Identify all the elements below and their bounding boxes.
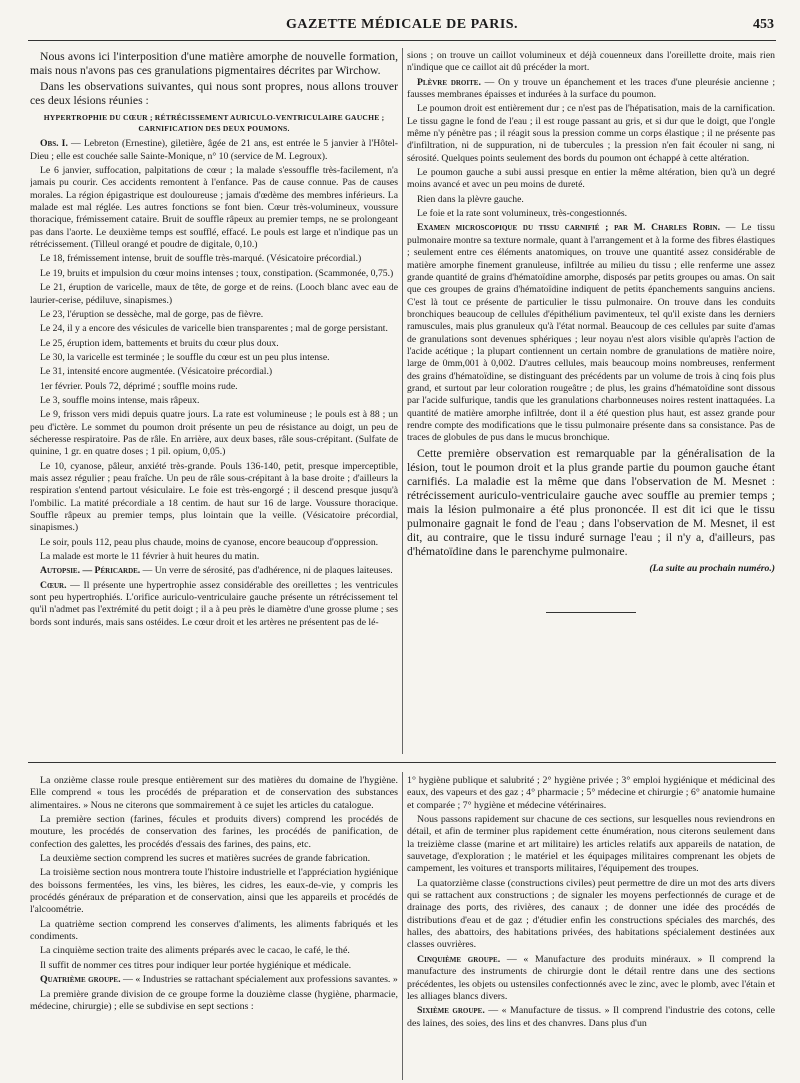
group-label: Sixième groupe. (417, 1005, 485, 1017)
commentary-paragraph: Cette première observation est remarquable par la généralisation de la lésion, tout le poumon droit et la plus grande partie du poumon gauche étant carnifiés. La maladie est la même que dans l'observation de M. Mesnet : rétrécissement auriculo-ventriculaire gauche avec souffle au premier temps ; mais la lésion pulmonaire a été plus prononcée. Il est dit ici que le tissu pulmonaire gagnait le fond de l'eau ; dans l'observation de M. Mesnet, il est dit, au contraire, que le tissu induré surnage l'eau ; il n'y a, d'ailleurs, pas d'hématoïdine dans le parenchyme pulmonaire. (407, 446, 775, 559)
clinical-note: Le 9, frisson vers midi depuis quatre jours. La rate est volumineuse ; le pouls est à 88 ; un peu d'ictère. Le sommet du poumon droit présente un peu de résistance au doigt, un peu de sécheresse respiratoire. Pas de râle. En arrière, aux deux bases, râle sous-crépitant. (Sulfate de quinine, 1 gr. en quatre doses ; 1 pil. opium, 0,05.) (30, 409, 398, 458)
lung-paragraph: Rien dans la plèvre gauche. (417, 193, 524, 205)
article-column-top-right (407, 50, 775, 755)
exhibition-paragraph: La quatorzième classe (constructions civiles) peut permettre de dire un mot des arts divers qui se rattachent aux constructions ; de signaler les moyens perfectionnés de curage et de drainage des ports, des rivières, des canaux ; de donner une idée des procédés de distributions d'eau et de gaz ; d'étudier enfin les constructions spéciales des marchés, des halles, des abattoirs, des habitations privées, des habitations spécialement destinées aux classes ouvrières. (407, 877, 775, 951)
clinical-note: Le 3, souffle moins intense, mais râpeux. (40, 394, 200, 406)
group-text: — « Manufacture de tissus. » Il comprend l'industrie des cotons, celle des laines, des soies, des lins et des chanvres. Dans plus d'un (407, 1005, 775, 1029)
lung-paragraph: Le poumon droit est entièrement dur ; ce n'est pas de l'hépatisation, mais de la carnification. Le tissu gagne le fond de l'eau ; il est rouge passant au gris, et si dur que le doigt, que l'ongle même n'y pénètre pas ; il réagit sous la pression comme un corps élastique ; il ne présente pas d'infiltration, ni de suppuration, ni de tubercules ; la pression n'en fait écouler ni sang, ni sérosité. Quelques points seulement des bords du poumon ont échappé à cette altération. (407, 103, 775, 164)
lung-paragraph: Le poumon gauche a subi aussi presque en entier la même altération, bien qu'à un degré moins avancé et avec un peu moins de dureté. (407, 167, 775, 191)
end-rule (546, 612, 636, 613)
exhibition-paragraph: 1° hygiène publique et salubrité ; 2° hygiène privée ; 3° emploi hygiénique et médicinal des eaux, des vapeurs et des gaz ; 4° pharmacie ; 5° médecine et chirurgie ; 6° anatomie humaine et comparée ; 7° hygiène et médecine vétérinaires. (407, 775, 775, 811)
page-header (28, 14, 776, 41)
clinical-note: Le 18, frémissement intense, bruit de souffle très-marqué. (Vésicatoire précordial.) (40, 253, 362, 265)
group-paragraph (30, 974, 398, 986)
exhibition-paragraph: La troisième section nous montrera toute l'histoire industrielle et l'appréciation hygiénique des boissons fermentées, les vins, les bières, les cidres, les eaux-de-vie, y compris les procédés généraux de préparation et de conservation, ainsi que les appareils et procédés de l'alcoométrie. (30, 867, 398, 916)
exhibition-paragraph: Il suffit de nommer ces titres pour indiquer leur portée hygiénique et médicale. (40, 959, 352, 971)
continued-notice: (La suite au prochain numéro.) (649, 563, 775, 575)
observation-intro (30, 138, 398, 163)
microscopy-label: Examen microscopique du tissu carnifié ; par M. Charles Robin. (417, 222, 721, 234)
autopsy-paragraph (30, 565, 398, 577)
intro-paragraph: Dans les observations suivantes, qui nous sont propres, nous allons trouver ces deux lésions réunies : (30, 80, 398, 108)
observation-intro-text: — Lebreton (Ernestine), giletière, âgée de 21 ans, est entrée le 5 janvier à l'Hôtel-Dieu ; elle est couchée salle Sainte-Monique, n° 10 (service de M. Legroux). (30, 138, 398, 162)
group-text: — « Manufacture des produits minéraux. » Il comprend la manufacture des instruments de chirurgie dont le détail rentre dans une des sections précédentes, les objets ou ustensiles confectionnés avec le zinc, avec le plomb, avec l'étain et les alliages blancs divers. (407, 953, 775, 1002)
clinical-note: Le 21, éruption de varicelle, maux de tête, de gorge et de reins. (Looch blanc avec eau de laurier-cerise, pédiluve, sinapismes.) (30, 282, 398, 306)
clinical-note: Le 30, la varicelle est terminée ; le souffle du cœur est un peu plus intense. (40, 351, 330, 363)
exhibition-paragraph: La cinquième section traite des aliments préparés avec le cacao, le café, le thé. (40, 945, 350, 957)
clinical-note: Le 25, éruption idem, battements et bruits du cœur plus doux. (40, 337, 279, 349)
observation-section-title: HYPERTROPHIE DU CŒUR ; RÉTRÉCISSEMENT AURICULO-VENTRICULAIRE GAUCHE ; CARNIFICATION DES DEUX POUMONS. (43, 113, 385, 134)
exhibition-paragraph: La première section (farines, fécules et produits divers) comprend les procédés de mouture, les procédés de conservation des farines, les procédés de panification, de confection des galettes, les procédés d'essais des farines, des pains, etc. (30, 814, 398, 850)
clinical-note: Le 23, l'éruption se dessèche, mal de gorge, pas de fièvre. (40, 308, 264, 320)
article-column-top-left (30, 50, 398, 755)
feuilleton-column-right (407, 775, 775, 1080)
clinical-note: Le 6 janvier, suffocation, palpitations de cœur ; la malade s'essouffle très-facilement, n'a jamais pu courir. Ces accidents remontent à l'enfance. Pas de cause connue. Pas de causes morales. La région épigastrique est douloureuse ; jamais d'œdème des membres inférieurs. La malade est mal réglée. Les autres fonctions se font bien. Cœur très-volumineux, voussure thoracique, frémissement cataire. Bruit de souffle râpeux au premier temps, ne se prolongeant pas dans l'aorte. Le deuxième temps est soufflé, effacé. Le pouls est large et n'indique pas un rétrécissement. (Tilleul orangé et poudre de digitale, 0,10.) (30, 165, 398, 251)
pleura-text: — On y trouve un épanchement et les traces d'une pleurésie ancienne ; fausses membranes épaisses et indurées à la surface du poumon. (407, 76, 775, 101)
pleura-label: Plèvre droite. (417, 76, 481, 88)
clinical-note: Le 24, il y a encore des vésicules de varicelle bien transparentes ; mal de gorge persistant. (40, 323, 388, 335)
heart-label: Cœur. (40, 579, 67, 591)
autopsy-label: Autopsie. — Péricarde. (40, 565, 141, 577)
group-label: Cinquième groupe. (417, 953, 501, 965)
exhibition-paragraph: La quatrième section comprend les conserves d'aliments, les aliments fabriqués et les condiments. (30, 918, 398, 943)
feuilleton-column-left (30, 775, 398, 1080)
pleura-paragraph (407, 77, 775, 102)
running-title: GAZETTE MÉDICALE DE PARIS. (285, 17, 519, 32)
clinical-note: Le 31, intensité encore augmentée. (Vésicatoire précordial.) (40, 366, 273, 378)
clinical-note: 1er février. Pouls 72, déprimé ; souffle moins rude. (40, 380, 238, 392)
clinical-note: Le soir, pouls 112, peau plus chaude, moins de cyanose, encore beaucoup d'oppression. (40, 536, 379, 548)
intro-paragraph: Nous avons ici l'interposition d'une matière amorphe de nouvelle formation, mais nous n'avons pas ces granulations pigmentaires décrites par Wirchow. (30, 50, 398, 78)
microscopy-text: — Le tissu pulmonaire montre sa texture normale, quant à l'arrangement et à la forme des fibres élastiques ; seulement entre ces éléments anatomiques, on trouve une quantité assez considérable de matière amorphe finement granuleuse, infiltrée au milieu du tissu ; elle renferme une assez grande quantité de grains d'hématoïdine amorphe, disposés par petits groupes ou amas. On sait que ces groupes de grains d'hématoïdine indiquent de petits épanchements sanguins anciens. C'est là tout ce présente de particulier le tissu pulmonaire. On trouve dans les conduits bronchiques beaucoup de cellules d'épithélium pavimenteux, tel qu'il existe dans les derniers ramuscules, mais plus granuleux qu'à l'état normal. Beaucoup de ces cellules par suite d'amas de granulations sont devenues sphériques ; leur noyau n'est alors visible qu'après l'action de l'acide acétique ; la plupart contiennent un certain nombre de granulations de matière noire, large de 0mm,001 à 0,002. D'autres cellules, mais beaucoup moins nombreuses, renferment des grains d'hématoïdine, se distinguant des précédents par un volume de trois à cinq fois plus grand, et surtout par leur coloration rougeâtre ; de plus, les grains d'hématoïdine sont dissous par l'acide sulfurique, tandis que les granulations charbonneuses noires restent inattaquées. La quantité de matière amorphe infiltrée, dont il a été question plus haut, est assez grande pour rendre compte des modifications que le tissu pulmonaire présente dans sa consistance. Pas de traces de globules de pus dans le mucus bronchique. (407, 222, 775, 444)
exhibition-paragraph: La deuxième section comprend les sucres et matières sucrées de grande fabrication. (40, 853, 371, 865)
exhibition-paragraph: La première grande division de ce groupe forme la douzième classe (hygiène, pharmacie, médecine, chirurgie) ; elle se subdivise en sept sections : (30, 988, 398, 1012)
column-divider-top (402, 48, 403, 754)
exhibition-paragraph: Nous passons rapidement sur chacune de ces sections, sur lesquelles nous reviendrons en détail, et afin de terminer plus rapidement cette énumération, nous citerons seulement dans la treizième classe (marine et art militaire) les articles relatifs aux appareils de natation, de sauvetage, d'exploration ; le matériel et les équipages militaires comprenant les objets de campement, les voitures et transports militaires, l'équipement des troupes. (407, 814, 775, 875)
clinical-note: Le 10, cyanose, pâleur, anxiété très-grande. Pouls 136-140, petit, presque imperceptible, mais assez régulier ; peau fraîche. Un peu de râle sous-crépitant à la base droite ; d'ailleurs la respiration s'entend partout vésiculaire. Le foie est très-engorgé ; il descend presque jusqu'à l'ombilic. La matité précordiale a 18 centim. de haut sur 16 de large. Voussure thoracique. Souffle râpeux au premier temps, plus lointain que la veille. (Vésicatoire précordial, sinapismes.) (30, 460, 398, 534)
group-paragraph (407, 954, 775, 1003)
section-separator-rule (28, 762, 776, 763)
microscopy-paragraph (407, 222, 775, 444)
clinical-note: Le 19, bruits et impulsion du cœur moins intenses ; toux, constipation. (Scammonée, 0,75.) (40, 267, 394, 279)
group-label: Quatrième groupe. (40, 974, 121, 986)
heart-text: — Il présente une hypertrophie assez considérable des oreillettes ; les ventricules sont peu hypertrophiés. L'orifice auriculo-ventriculaire gauche présente un rétrécissement tel qu'il n'admet pas l'extrémité du petit doigt ; il a à peu près le diamètre d'une grosse plume ; ses bords sont indurés, mais sans ostéides. Le cœur droit et les artères ne présentent pas de lé- (30, 579, 398, 628)
exhibition-paragraph: La onzième classe roule presque entièrement sur des matières du domaine de l'hygiène. Elle comprend « tous les procédés de préparation et de conservation des substances alimentaires. » Nous ne citerons que sommairement à ce sujet les articles du catalogue. (30, 775, 398, 811)
group-paragraph (407, 1005, 775, 1030)
clinical-note: La malade est morte le 11 février à huit heures du matin. (40, 551, 260, 563)
page-number: 453 (753, 17, 774, 32)
autopsy-text: — Un verre de sérosité, pas d'adhérence, ni de plaques laiteuses. (140, 565, 393, 577)
heart-paragraph (30, 580, 398, 629)
lung-paragraph: Le foie et la rate sont volumineux, très-congestionnés. (417, 208, 628, 220)
column-divider-bottom (402, 772, 403, 1080)
group-text: — « Industries se rattachant spécialement aux professions savantes. » (120, 974, 398, 986)
observation-label: Obs. I. (40, 138, 68, 150)
continued-paragraph: sions ; on trouve un caillot volumineux et déjà couenneux dans l'oreillette droite, mais rien n'indique que ce caillot ait dû précéder la mort. (407, 50, 775, 74)
